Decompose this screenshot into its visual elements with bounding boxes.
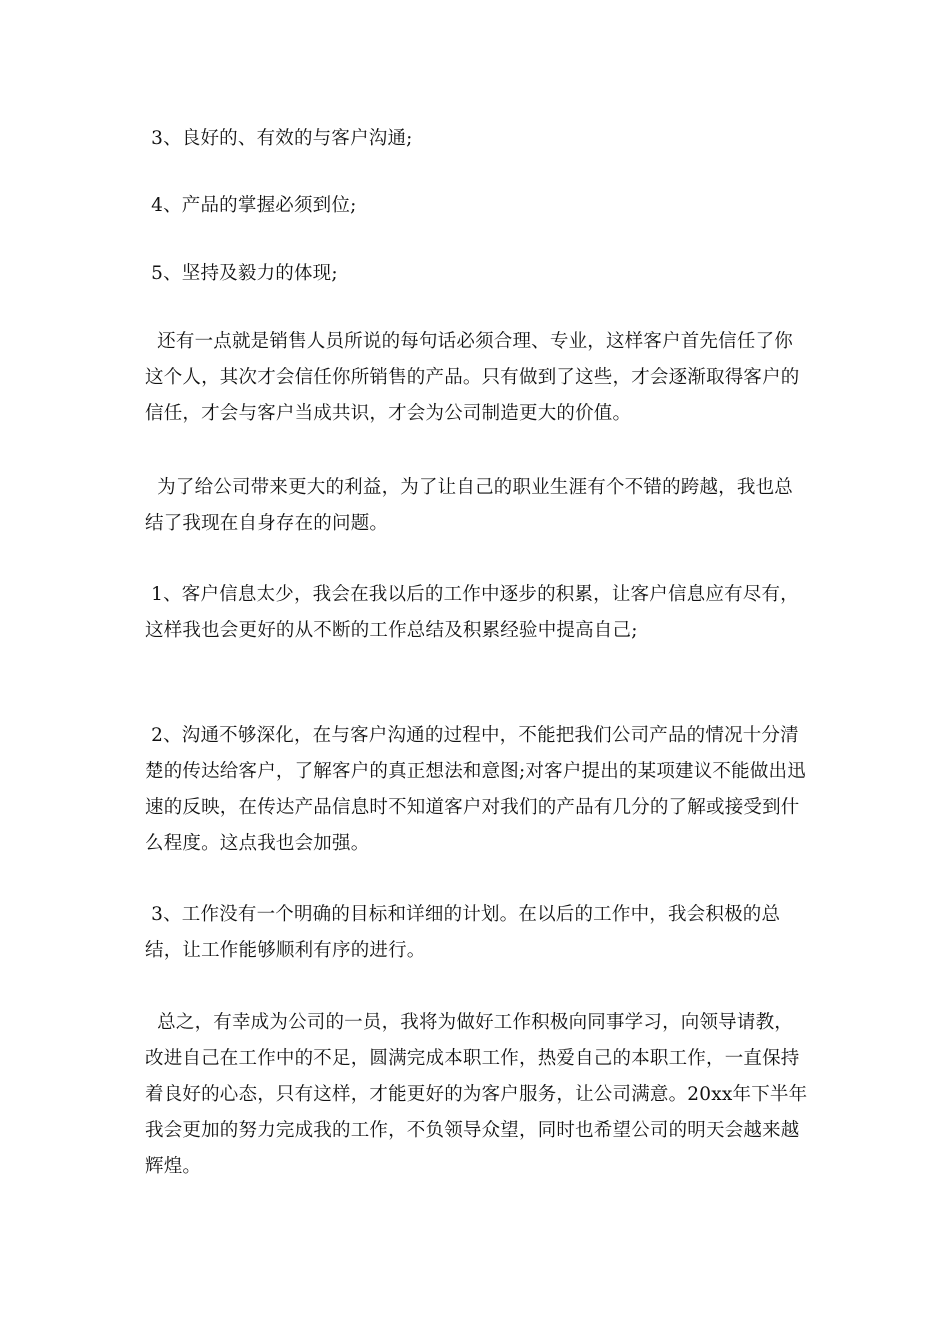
paragraph-conclusion: 总之，有幸成为公司的一员，我将为做好工作积极向同事学习，向领导请教，改进自己在工作中的不足，圆满完成本职工作，热爱自己的本职工作，一直保持着良好的心态，只有这样，才能更好的为客户服务，让公司满意。20xx年下半年我会更加的努力完成我的工作，不负领导众望，同时也希望公司的明天会越来越辉煌。 — [145, 1012, 808, 1177]
paragraph-professional-speech: 还有一点就是销售人员所说的每句话必须合理、专业，这样客户首先信任了你这个人，其次才会信任你所销售的产品。只有做到了这些，才会逐渐取得客户的信任，才会与客户当成共识，才会为公司制造更大的价值。 — [145, 331, 800, 424]
list-item-good-communication: 3、良好的、有效的与客户沟通; — [145, 128, 413, 149]
paragraph-self-problems-intro: 为了给公司带来更大的利益，为了让自己的职业生涯有个不错的跨越，我也总结了我现在自身存在的问题。 — [145, 477, 793, 534]
problem-item-customer-info: 1、客户信息太少，我会在我以后的工作中逐步的积累，让客户信息应有尽有，这样我也会更好的从不断的工作总结及积累经验中提高自己; — [145, 584, 799, 641]
list-item-persistence: 5、坚持及毅力的体现; — [145, 263, 338, 284]
problem-item-communication: 2、沟通不够深化，在与客户沟通的过程中，不能把我们公司产品的情况十分清楚的传达给客户，了解客户的真正想法和意图;对客户提出的某项建议不能做出迅速的反映，在传达产品信息时不知道客户对我们的产品有几分的了解或接受到什么程度。这点我也会加强。 — [145, 725, 806, 854]
problem-item-planning: 3、工作没有一个明确的目标和详细的计划。在以后的工作中，我会积极的总结，让工作能够顺利有序的进行。 — [145, 904, 781, 961]
list-item-product-mastery: 4、产品的掌握必须到位; — [145, 195, 357, 216]
